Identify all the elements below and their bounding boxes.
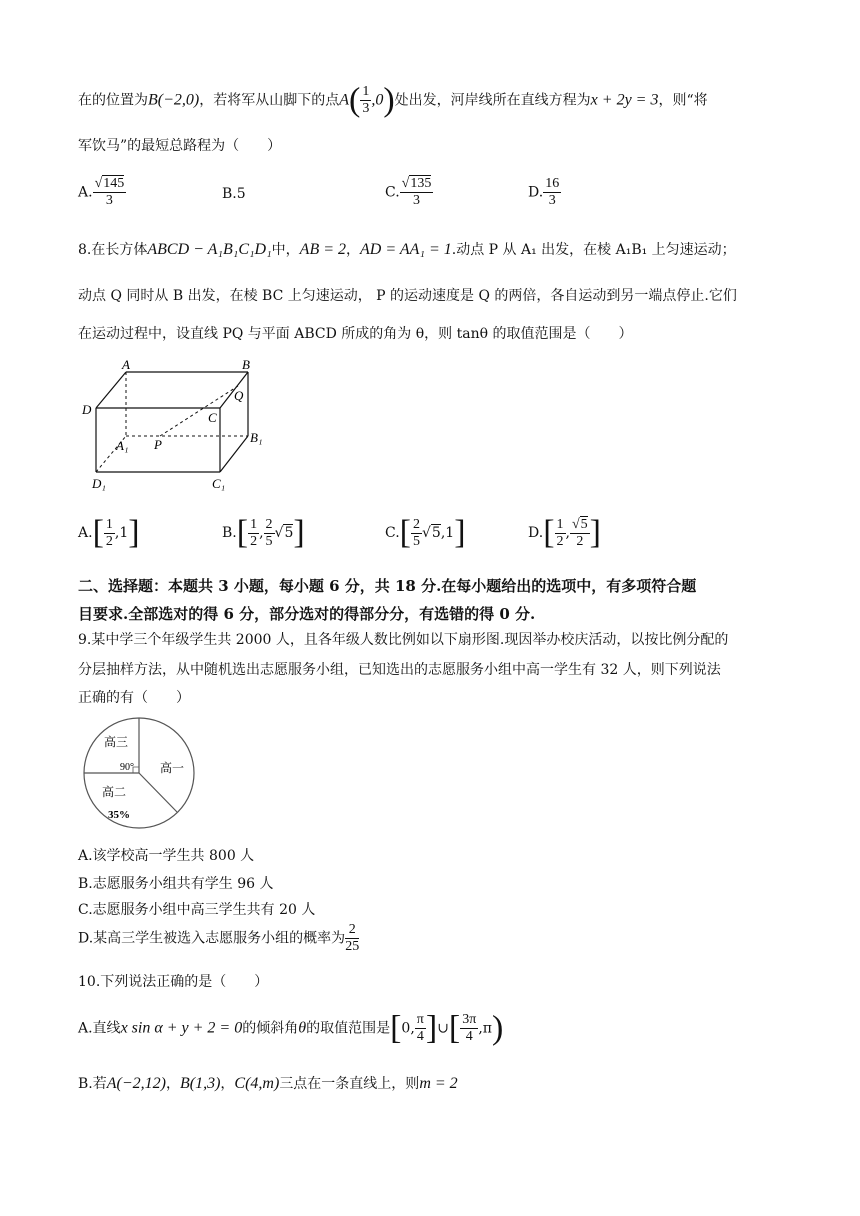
pie-label-gao3: 高三	[104, 735, 129, 749]
cuboid-figure	[78, 356, 278, 496]
q9-option-d[interactable]: D.某高三学生被选入志愿服务小组的概率为 $\frac{2}{25}$	[78, 922, 360, 954]
text: 在的位置为	[78, 92, 148, 109]
q10-stem: 10.下列说法正确的是（ ）	[78, 974, 269, 990]
section-heading-line2: 目要求.全部选对的得 6 分，部分选对的得部分分，有选错的得 0 分.	[78, 605, 536, 623]
q7-option-b[interactable]: B.5	[222, 186, 246, 202]
q8-line2: 动点 Q 同时从 B 出发，在棱 BC 上匀速运动， P 的运动速度是 Q 的两倍，各自运动到另一端点停止.它们	[78, 288, 737, 304]
q7-option-c[interactable]: C. $\frac{√135}{3}$	[385, 176, 432, 208]
label-a1: A₁	[116, 438, 129, 453]
q8-option-d[interactable]: D.[ $\frac{1}{2}$ , $\frac{√5}{2}$ ]	[528, 514, 601, 551]
label-c: C	[208, 410, 217, 425]
text: ，则“将	[658, 92, 708, 109]
q8-option-b[interactable]: B.[ $\frac{1}{2}$ , $\frac{2}{5}$ √5]	[222, 514, 305, 551]
label-b1: B₁	[250, 430, 263, 445]
q9-line1: 9.某中学三个年级学生共 2000 人，且各年级人数比例如以下扇形图.现因举办校庆活动，以按比例分配的	[78, 632, 729, 648]
point-b: B(−2,0)	[148, 91, 200, 109]
pie-chart	[78, 712, 208, 832]
text: ，若将军从山脚下的点	[199, 92, 340, 109]
q9-line3: 正确的有（ ）	[78, 690, 190, 706]
q9-line2: 分层抽样方法，从中随机选出志愿服务小组，已知选出的志愿服务小组中高一学生有 32 人，则下列说法	[78, 662, 721, 678]
q9-option-c[interactable]: C.志愿服务小组中高三学生共有 20 人	[78, 902, 316, 918]
pie-label-gao2: 高二	[102, 785, 127, 799]
section-heading-line1: 二、选择题：本题共 3 小题，每小题 6 分，共 18 分.在每小题给出的选项中，有多项符合题	[78, 577, 697, 595]
text: 处出发，河岸线所在直线方程为	[394, 92, 591, 109]
q9-option-a[interactable]: A.该学校高一学生共 800 人	[78, 848, 255, 864]
label-a: A	[122, 357, 130, 372]
q8-line3: 在运动过程中，设直线 PQ 与平面 ABCD 所成的角为 θ，则 tanθ 的取值范围是（ ）	[78, 326, 633, 342]
q7-option-a[interactable]: A. $\frac{√145}{3}$	[78, 176, 125, 208]
q8-option-a[interactable]: A.[ $\frac{1}{2}$ ,1]	[78, 514, 140, 551]
q7-option-d[interactable]: D. $\frac{16}{3}$	[528, 176, 560, 208]
fraction: $\frac{1}{3}$	[362, 84, 370, 116]
label-p: P	[154, 437, 162, 452]
line-equation: x + 2y = 3	[590, 91, 659, 109]
q10-option-a[interactable]: A.直线x sin α + y + 2 = 0的倾斜角θ的取值范围是[0, $\frac{\pi}{4}$ ]∪[ $\frac{3\pi}{4}$ ,π)	[78, 1009, 504, 1047]
label-b: B	[242, 357, 250, 372]
label-q: Q	[234, 388, 244, 403]
pie-angle-label: 90°	[120, 762, 134, 773]
label-c1: C₁	[212, 476, 226, 491]
pie-label-gao1: 高一	[160, 761, 185, 775]
solid-name: ABCD − A₁B₁C₁D₁	[147, 241, 272, 258]
pie-pct-label: 35%	[108, 809, 130, 821]
label-d: D	[82, 402, 92, 417]
q8-line1: 8.在长方体ABCD − A₁B₁C₁D₁中，AB = 2，AD = AA₁ = 1.动点 P 从 A₁ 出发，在棱 A₁B₁ 上匀速运动；	[78, 241, 736, 258]
q10-option-b[interactable]: B.若A(−2,12)，B(1,3)，C(4,m)三点在一条直线上，则m = 2	[78, 1075, 458, 1092]
q7-line1: 在的位置为B(−2,0)，若将军从山脚下的点A( $\frac{1}{3}$ ,0)处出发，河岸线所在直线方程为x + 2y = 3，则“将	[78, 81, 708, 119]
q7-line2: 军饮马”的最短总路程为（ ）	[78, 138, 282, 154]
q9-option-b[interactable]: B.志愿服务小组共有学生 96 人	[78, 876, 274, 892]
point-a-label: A	[339, 91, 350, 109]
label-d1: D₁	[92, 476, 106, 491]
q8-option-c[interactable]: C.[ $\frac{2}{5}$ √5,1]	[385, 514, 466, 551]
